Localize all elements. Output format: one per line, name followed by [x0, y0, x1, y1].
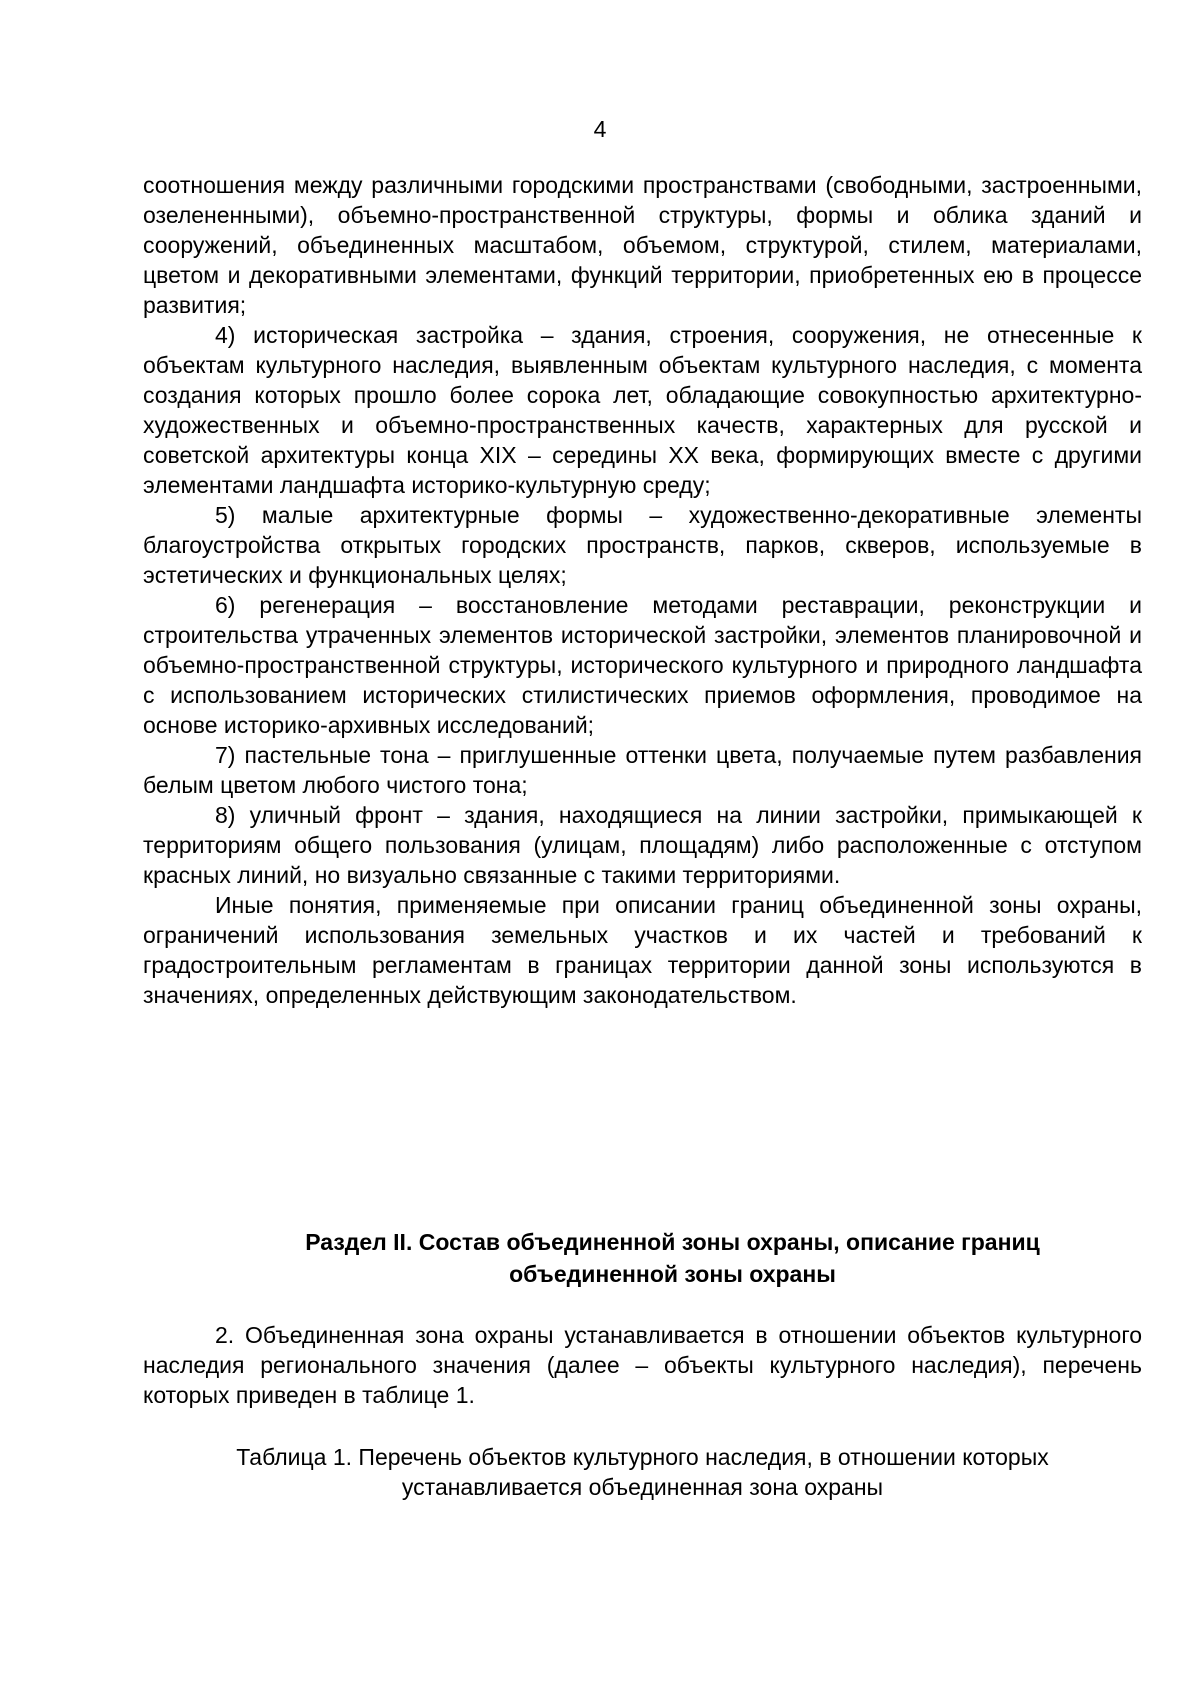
page-number: 4 — [593, 116, 607, 142]
table-caption-line-1: Таблица 1. Перечень объектов культурного наследия, в отношении которых — [236, 1444, 1049, 1470]
paragraph-continuation: соотношения между различными городскими пространствами (свободными, застроенными, озелененными), объемно-пространственной структуры, формы и облика зданий и сооружений, объединенных масштабом, объемом, структурой, стилем, материалами, цветом и декоративными элементами, функций территории, приобретенных ею в процессе развития; — [143, 172, 1142, 318]
definitions-text — [143, 170, 1142, 1010]
paragraph-small-architectural-forms: 5) малые архитектурные формы – художественно-декоративные элементы благоустройства открытых городских пространств, парков, скверов, используемые в эстетических и функциональных целях; — [143, 502, 1142, 588]
section-heading — [143, 1226, 1142, 1290]
paragraph-regeneration: 6) регенерация – восстановление методами реставрации, реконструкции и строительства утраченных элементов исторической застройки, элементов планировочной и объемно-пространственной структуры, исторического культурного и природного ландшафта с использованием исторических стилистических приемов оформления, проводимое на основе историко-архивных исследований; — [143, 592, 1142, 738]
paragraph-zone-composition: 2. Объединенная зона охраны устанавливается в отношении объектов культурного наследия регионального значения (далее – объекты культурного наследия), перечень которых приведен в таблице 1. — [143, 1322, 1142, 1408]
paragraph-pastel-tones: 7) пастельные тона – приглушенные оттенки цвета, получаемые путем разбавления белым цветом любого чистого тона; — [143, 742, 1142, 798]
section-text — [143, 1320, 1142, 1410]
paragraph-street-front: 8) уличный фронт – здания, находящиеся на линии застройки, примыкающей к территориям общего пользования (улицам, площадям) либо расположенные с отступом красных линий, но визуально связанные с такими территориями. — [143, 802, 1142, 888]
paragraph-historical-buildings: 4) историческая застройка – здания, строения, сооружения, не отнесенные к объектам культурного наследия, выявленным объектам культурного наследия, с момента создания которых прошло более сорока лет, обладающие совокупностью архитектурно-художественных и объемно-пространственных качеств, характерных для русской и советской архитектуры конца XIX – середины XX века, формирующих вместе с другими элементами ландшафта историко-культурную среду; — [143, 322, 1142, 498]
table-caption — [143, 1442, 1142, 1502]
table-caption-line-2: устанавливается объединенная зона охраны — [401, 1474, 884, 1500]
paragraph-other-concepts: Иные понятия, применяемые при описании границ объединенной зоны охраны, ограничений использования земельных участков и их частей и требований к градостроительным регламентам в границах территории данной зоны используются в значениях, определенных действующим законодательством. — [143, 892, 1142, 1008]
section-heading-line-1: Раздел II. Состав объединенной зоны охраны, описание границ — [305, 1229, 1040, 1255]
section-heading-line-2: объединенной зоны охраны — [509, 1261, 836, 1287]
